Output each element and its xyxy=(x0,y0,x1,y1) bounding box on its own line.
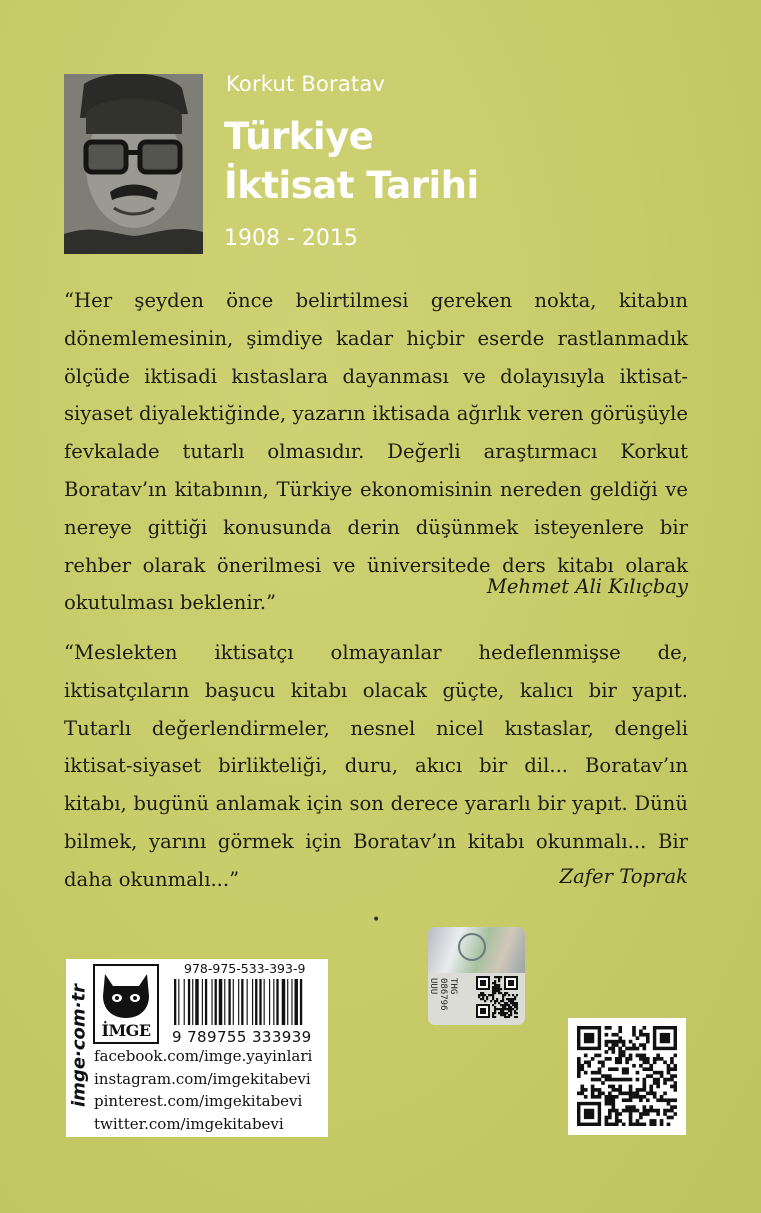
publisher-vertical-url xyxy=(66,959,92,1137)
hologram-foil xyxy=(428,927,525,973)
barcode-digits: 9 789755 333939 xyxy=(172,1028,312,1046)
social-instagram[interactable]: instagram.com/imgekitabevi xyxy=(94,1069,311,1088)
title-line-1: Türkiye xyxy=(224,115,374,158)
hologram-emblem-icon xyxy=(458,933,486,961)
hologram-code xyxy=(428,978,460,1022)
social-facebook[interactable]: facebook.com/imge.yayinlari xyxy=(94,1047,313,1065)
hologram-code-line-2: 086796 xyxy=(438,978,448,1011)
qr-code-icon[interactable] xyxy=(577,1026,677,1126)
publisher-url-text: imge·com·tr xyxy=(68,984,90,1107)
publisher-logo xyxy=(93,964,159,1044)
isbn-text: 978-975-533-393-9 xyxy=(184,961,306,976)
author-photo xyxy=(64,74,203,254)
quote-text-2: “Meslekten iktisatçı olmayanlar hedeflenmişse de, iktisatçıların başucu kitabı olacak güçte, kalıcı bir yapıt. Tutarlı değerlendirmeler, nesnel nicel kıstaslar, dengeli iktisat-siyaset birlikteliği, duru, akıcı bir dil... Boratav’ın kitabı, bugünü anlamak için son derece yararlı bir yapıt. Dünü bilmek, yarını görmek için Boratav’ın kitabı okunmalı... Bir daha okunmalı...” xyxy=(64,641,688,891)
cat-logo-icon xyxy=(95,966,157,1022)
quote-text-1: “Her şeyden önce belirtilmesi gereken nokta, kitabın dönemlemesinin, şimdiye kadar hiçbir eserde rastlanmadık ölçüde iktisadi kıstaslara dayanması ve dolayısıyla iktisat-siyaset diyalektiğinde, yazarın iktisada ağırlık veren görüşüyle fevkalade tutarlı olmasıdır. Değerli araştırmacı Korkut Boratav’ın kitabının, Türkiye ekonomisinin nereden geldiği ve nereye gittiği konusunda derin düşünmek isteyenlere bir rehber olarak önerilmesi ve üniversitede ders kitabı olarak okutulması beklenir.” xyxy=(64,289,688,615)
quote-attribution-2: Zafer Toprak xyxy=(559,865,688,888)
barcode-icon xyxy=(170,979,322,1027)
book-years: 1908 - 2015 xyxy=(224,226,358,251)
social-twitter[interactable]: twitter.com/imgekitabevi xyxy=(94,1114,284,1133)
author-name: Korkut Boratav xyxy=(226,72,386,96)
qr-code-box[interactable] xyxy=(568,1018,686,1135)
publisher-logo-text: İMGE xyxy=(101,1021,151,1040)
social-pinterest[interactable]: pinterest.com/imgekitabevi xyxy=(94,1092,303,1111)
ornament-dot: • xyxy=(372,912,381,928)
hologram-code-line-1: THG xyxy=(448,978,458,995)
social-links xyxy=(94,1045,312,1135)
hologram-code-line-3: UUU xyxy=(428,978,438,995)
title-line-2: İktisat Tarihi xyxy=(224,164,479,207)
hologram-qr-icon xyxy=(476,976,518,1018)
author-portrait-icon xyxy=(64,74,203,254)
book-title xyxy=(224,112,479,210)
quote-attribution-1: Mehmet Ali Kılıçbay xyxy=(486,575,688,598)
